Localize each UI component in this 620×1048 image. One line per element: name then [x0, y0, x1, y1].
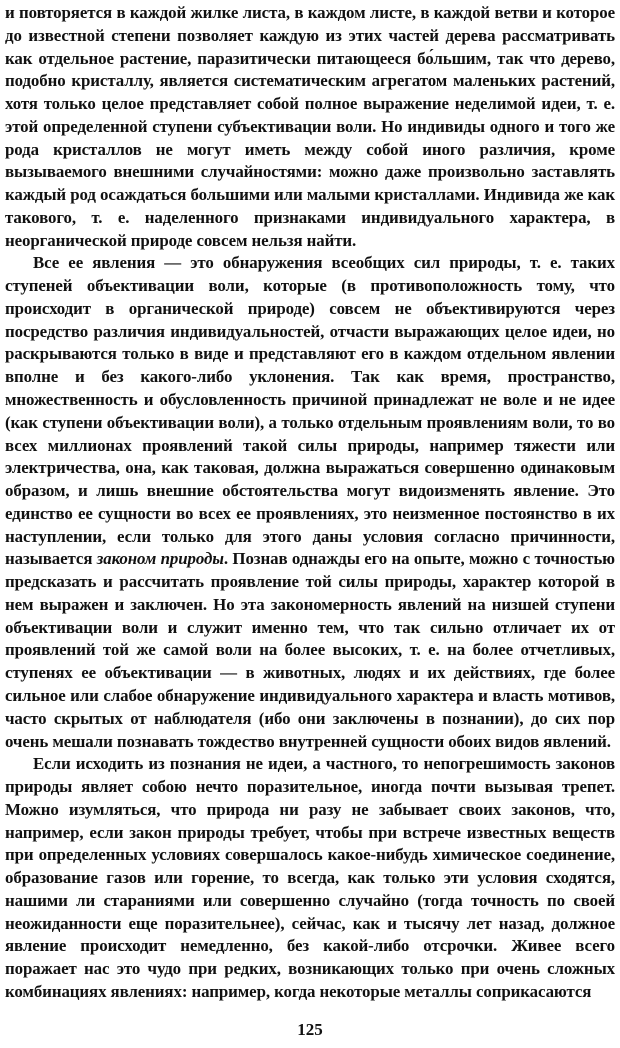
paragraph-2-text-a: Все ее явления — это обнаружения всеобщих сил природы, т. е. таких ступеней объективации воли, которые (в противоположность тому, что происходит в органической природе) совсем не объективируются через посредство различия индивидуальностей, отчасти выражающих целое идеи, но раскрываются только в виде и представляют его в каждом отдельном явлении вполне и без какого-либо уклонения. Так как время, пространство, множественность и обусловленность причиной принадлежат не воле и не идее (как ступени объективации воли), а только отдельным проявлениям воли, то во всех миллионах проявлений такой силы природы, например тяжести или электричества, она, как таковая, должна выражаться совершенно одинаковым образом, и лишь внешние обстоятельства могут видоизменять явление. Это единство ее сущности во всех ее проявлениях, это неизменное постоянство в их наступлении, если только для этого даны условия согласно причинности, называется: [5, 253, 615, 569]
paragraph-3-text: Если исходить из познания не идеи, а частного, то непогрешимость законов природы являет собою нечто поразительное, иногда почти вызывая трепет. Можно изумляться, что природа ни разу не забывает своих законов, что, например, если закон природы требует, чтобы при встрече известных веществ при определенных условиях совершалось какое-нибудь химическое соединение, образование газов или горение, то всегда, как только эти условия сходятся, нашими ли стараниями или совершенно случайно (тогда точность по своей неожиданности еще поразительнее), сейчас, как и тысячу лет назад, должное явление происходит немедленно, без какой-либо отсрочки. Живее всего поражает нас это чудо при редких, возникающих только при очень сложных комбинациях явлениях: например, когда некоторые металлы соприкасаются: [5, 754, 615, 1001]
paragraph-3: [5, 753, 615, 1003]
paragraph-1-text: и повторяется в каждой жилке листа, в каждом листе, в каждой ветви и которое до известной степени позволяет каждую из этих частей дерева рассматривать как отдельное растение, паразитически питающееся бо́льшим, так что дерево, подобно кристаллу, является систематическим агрегатом маленьких растений, хотя только целое представляет собой полное выражение неделимой идеи, т. е. этой определенной ступени субъективации воли. Но индивиды одного и того же рода кристаллов не могут иметь между собой иного различия, кроме вызываемого внешними случайностями: можно даже произвольно заставлять каждый род осаждаться большими или малыми кристаллами. Индивида же как такового, т. е. наделенного признаками индивидуального характера, в неорганической природе совсем нельзя найти.: [5, 3, 615, 250]
paragraph-1: [5, 2, 615, 252]
page-number: 125: [297, 1020, 323, 1039]
paragraph-2-italic-term: законом природы: [96, 549, 224, 569]
paragraph-2: [5, 252, 615, 753]
paragraph-2-text-b: . Познав однажды его на опыте, можно с точностью предсказать и рассчитать проявление той силы природы, характер которой в нем выражен и заключен. Но эта закономерность явлений на низшей ступени объективации воли и служит именно тем, что так сильно отличает их от проявлений той же самой воли на более высоких, т. е. на более отчетливых, ступенях ее объективации — в животных, людях и их действиях, где более сильное или слабое обнаружение индивидуального характера и власть мотивов, часто скрытых от наблюдателя (ибо они заключены в познании), до сих пор очень мешали познавать тождество внутренней сущности обоих видов явлений.: [5, 549, 615, 751]
body-text: [5, 2, 615, 1004]
